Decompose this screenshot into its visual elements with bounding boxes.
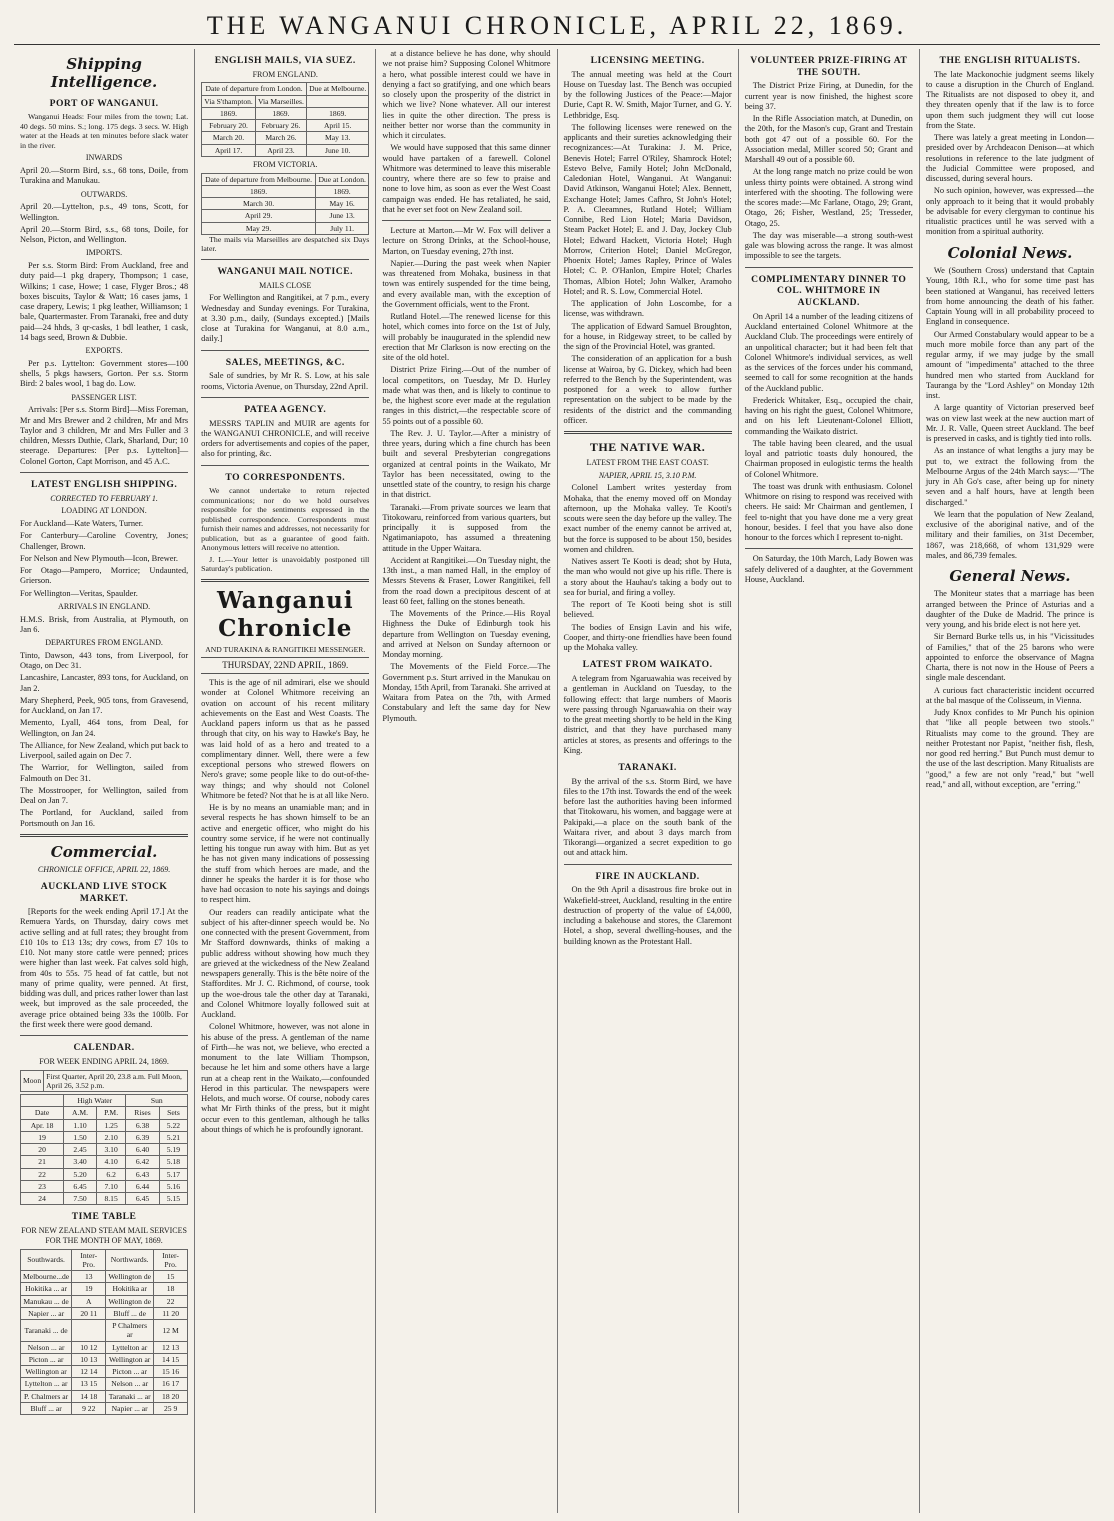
sales-text: Sale of sundries, by Mr R. S. Low, at his sale rooms, Victoria Avenue, on Thursday, 22nd April.	[201, 371, 370, 391]
prize-heading: VOLUNTEER PRIZE-FIRING AT THE SOUTH.	[750, 55, 908, 78]
time-table-cell: Nelson ... ar	[106, 1378, 154, 1390]
outwards-entry: April 20.—Lyttelton, p.s., 49 tons, Scott, for Wellington.	[20, 202, 189, 222]
calendar-heading: CALENDAR.	[73, 1042, 135, 1054]
calendar-cell: 2.45	[64, 1144, 97, 1156]
prize-paragraph: At the long range match no prize could be won unless thirty points were obtained. A strong wind interfered with the shooting. The following were the scores made:—Mc Farlane, Otago, 29; Grant, Otago, 26; Fisher, Westland, 25; Tresseder, Otago, 25.	[744, 167, 913, 228]
imports-heading: IMPORTS.	[85, 248, 123, 258]
calendar-cell: 1.50	[64, 1131, 97, 1143]
calendar-cell: 6.43	[126, 1168, 159, 1180]
masthead: THE WANGANUI CHRONICLE, APRIL 22, 1869.	[14, 8, 1100, 45]
divider	[564, 431, 732, 434]
victoria-cell: 1869.	[202, 185, 316, 197]
victoria-cell: Due at London.	[315, 173, 368, 185]
waikato-heading: LATEST FROM WAIKATO.	[582, 659, 713, 671]
war-dateline: NAPIER, APRIL 15, 3.10 P.M.	[598, 470, 697, 480]
time-table-cell: Lyttelton ... ar	[21, 1378, 72, 1390]
calendar-table	[20, 1094, 188, 1205]
divider	[20, 834, 188, 837]
calendar-cell: 6.39	[126, 1131, 159, 1143]
mails-subcol: Via S'thampton.	[202, 95, 256, 107]
time-table-cell: Nelson ... ar	[21, 1341, 72, 1353]
licensing-paragraph: The application of Edward Samuel Broughton, for a house, in Ridgeway street, to be called by the sign of the Provincial Hotel, was granted.	[563, 321, 732, 352]
divider	[201, 465, 369, 466]
time-col: Southwards.	[21, 1249, 72, 1271]
time-table-cell: 16 17	[154, 1378, 188, 1390]
time-table-cell: 10 12	[72, 1341, 106, 1353]
time-table-cell: Taranaki ... ar	[106, 1390, 154, 1402]
taranaki-heading: TARANAKI.	[618, 762, 677, 774]
dinner-heading: COMPLIMENTARY DINNER TO COL. WHITMORE IN AUCKLAND.	[751, 273, 907, 309]
time-table-cell: Wellington de	[106, 1271, 154, 1283]
time-table-cell: 20 11	[72, 1307, 106, 1319]
licensing-paragraph: The consideration of an application for a bush license at Wairoa, by G. Dickey, which had been referred to the Bench by the Superintendent, was postponed for a week to allow further representation on the subject to be made by the residents of the district and the commanding officer.	[563, 354, 732, 425]
moon-label: Moon	[21, 1070, 44, 1092]
departures-entry: The Portland, for Auckland, sailed from Portsmouth on Jan 16.	[20, 808, 189, 828]
calendar-cell: 24	[21, 1193, 64, 1205]
time-table-cell: 13 15	[72, 1378, 106, 1390]
war-subheading: LATEST FROM THE EAST COAST.	[586, 457, 709, 467]
divider	[201, 579, 369, 582]
fire-text: On the 9th April a disastrous fire broke out in Wakefield-street, Auckland, resulting in the entire destruction of property of the value of £4,000, including a bakehouse and stores, the Claremont Hotel, a shop, several dwelling-houses, and the building known as the Protestant Hall.	[563, 885, 732, 946]
departures-entry: The Alliance, for New Zealand, which put back to Liverpool, sailed again on Dec 7.	[20, 740, 189, 760]
local-note: Napier.—During the past week when Napier was threatened from Mohaka, business in that town was entirely suspended for the time being, and every available man, with the exception of the Government officials, went to the Front.	[382, 258, 551, 309]
cal-spacer	[21, 1095, 64, 1107]
column-6	[920, 49, 1100, 1513]
loading-entry: For Auckland—Kate Waters, Turner.	[20, 519, 144, 528]
licensing-paragraph: The annual meeting was held at the Court House on Tuesday last. The Bench was occupied by the following Justices of the Peace:—Major Durie, Capt R. W. Smith, Major Turner, and G. Y. Lethbridge, Esq.	[563, 69, 732, 120]
loading-entry: For Canterbury—Caroline Coventry, Jones; Challenger, Brown.	[20, 531, 189, 551]
divider	[745, 548, 913, 549]
calendar-cell: 5.16	[159, 1180, 187, 1192]
time-col: Northwards.	[106, 1249, 154, 1271]
calendar-cell: 3.40	[64, 1156, 97, 1168]
divider	[20, 1035, 188, 1036]
mails-cell: March 20.	[202, 132, 256, 144]
outwards-heading: OUTWARDS.	[80, 189, 128, 199]
local-note: The Movements of the Prince.—His Royal Highness the Duke of Edinburgh took his departure from Wellington on Tuesday evening, and arrived at Nelson on Sunday afternoon or Monday morning.	[382, 609, 551, 659]
ritualists-paragraph: No such opinion, however, was expressed—the only approach to it being that it would probably be advisable for every clergyman to continue his ritualistic practices until he was served with a monition from a spiritual authority.	[925, 186, 1095, 237]
calendar-cell: 23	[21, 1180, 64, 1192]
calendar-cell: 8.15	[96, 1193, 125, 1205]
colonial-paragraph: A large quantity of Victorian preserved beef was on view last week at the new auction mart of Mr. J. R. Valle, Queen street Auckland. The beef is preserved in casks, and is tightly tied into rolls.	[925, 403, 1095, 443]
victoria-cell: 1869.	[315, 185, 368, 197]
dinner-paragraph: On April 14 a number of the leading citizens of Auckland entertained Colonel Whitmore at the Auckland Club. The proceedings were entirely of an unpolitical character; but it had been felt that Colonel Whitmore's individual services, as well as the services of the forces under his command, seemed to call for some recognition at the hands of the Auckland public.	[744, 311, 913, 393]
victoria-row	[202, 210, 369, 222]
time-table-cell: 25 9	[154, 1402, 188, 1414]
loading-entry: For Nelson and New Plymouth—Icon, Brewer.	[20, 553, 178, 563]
cal-group-high-water: High Water	[64, 1095, 126, 1107]
time-table-cell: 11 20	[154, 1307, 188, 1319]
calendar-cell: 5.19	[159, 1144, 187, 1156]
time-table-cell: Napier ... ar	[21, 1307, 72, 1319]
paper-title: Wanganui Chronicle	[216, 586, 354, 642]
dinner-paragraph: The table having been cleared, and the usual loyal and patriotic toasts duly honoured, the Chairman proposed in eulogistic terms the health of Colonel Whitmore.	[744, 438, 913, 479]
victoria-sub: FROM VICTORIA.	[252, 159, 318, 169]
time-table-cell: 18	[154, 1283, 188, 1295]
general-paragraph: A curious fact characteristic incident occurred at the bal masque of the Colisseum, in Vienna.	[925, 685, 1095, 705]
time-table-row	[21, 1378, 188, 1390]
calendar-cell: 5.21	[159, 1131, 187, 1143]
calendar-row	[21, 1180, 188, 1192]
time-col: Inter-Pro.	[154, 1249, 188, 1271]
time-table-cell: Bluff ... de	[106, 1307, 154, 1319]
colonial-paragraph: We (Southern Cross) understand that Captain Young, 18th R.I., who for some time past has been stationed at Wanganui, has received letters from home announcing the death of his father. Captain Young will in all probability proceed to England in consequence.	[925, 266, 1095, 327]
commercial-office: CHRONICLE OFFICE, APRIL 22, 1869.	[37, 865, 171, 875]
time-table-cell: Manukau ... de	[21, 1295, 72, 1307]
mails-heading: ENGLISH MAILS, VIA SUEZ.	[214, 55, 356, 66]
divider	[564, 864, 732, 865]
prize-paragraph: In the Rifle Association match, at Dunedin, on the 20th, for the Mason's cup, Grant and Trestain both got 47 out of a possible 60. For the Association medal, Miller scored 50; Grant and Marshall 49 out of a possible 60.	[744, 114, 913, 165]
mails-row	[202, 107, 369, 119]
waikato-text: A telegram from Ngaruawahia was received by a gentleman in Auckland on Tuesday, to the following effect: that large numbers of Maoris were passing through Ngaruawahia on their way to the great meeting shortly to be held in the King district, and that they have purchased many articles at stores, as presents and offerings to the King.	[563, 674, 732, 755]
colonial-paragraph: As an instance of what lengths a jury may be put to, we extract the following from the Melbourne Argus of the 24th March says:—"The jury in Ah Go's case, after being up for ninety seven and a half hours, have at length been discharged."	[925, 446, 1095, 507]
mails-note: The mails via Marseilles are despatched six Days later.	[201, 234, 370, 254]
time-table-cell: 12 13	[154, 1341, 188, 1353]
cal-header: A.M.	[64, 1107, 97, 1119]
calendar-cell: 7.50	[64, 1193, 97, 1205]
departures-entry: Mary Shepherd, Peek, 905 tons, from Gravesend, for Auckland, on Jan 17.	[20, 695, 189, 715]
mails-sub: FROM ENGLAND.	[252, 69, 318, 79]
time-table	[20, 1249, 188, 1416]
time-table-cell: 13	[72, 1271, 106, 1283]
ritualists-paragraph: There was lately a great meeting in London—presided over by Archdeacon Denison—at which resolutions in reference to the late judgment of the Judicial Committee were proposed, and discussed, during several hours.	[925, 133, 1095, 184]
mails-subcol	[306, 95, 368, 107]
time-table-cell	[72, 1320, 106, 1342]
time-table-cell: Picton ... ar	[21, 1353, 72, 1365]
taranaki-text: By the arrival of the s.s. Storm Bird, we have files to the 17th inst. Towards the end of the week before last the authorities having been informed that Titokowaru, his women, and baggage were at Pakipaki,—a place on the south bank of the Waitara river, and about 3 days march from Tikorangi—organized a secret expedition to go out and attack him.	[563, 776, 732, 858]
mails-row	[202, 132, 369, 144]
time-table-cell: 22	[154, 1295, 188, 1307]
columns	[14, 49, 1100, 1513]
time-table-cell: Hokitika ar	[106, 1283, 154, 1295]
dinner-paragraph: Frederick Whitaker, Esq., occupied the chair, having on his right the guest, Colonel Whitmore, and on his left Lieutenant-Colonel Elliott, commanding the Waikato district.	[744, 395, 913, 436]
mails-cell: February 26.	[255, 120, 306, 132]
victoria-row	[202, 198, 369, 210]
calendar-cell: 1.10	[64, 1119, 97, 1131]
prize-paragraph: The District Prize Firing, at Dunedin, for the current year is now finished, the highest score being 37.	[744, 81, 913, 111]
war-paragraph: Natives assert Te Kooti is dead; shot by Huta, the man who would not give up his rifle. There is a story about the Hauhau's taking a body out to sea for burial, and firing a volley.	[563, 557, 732, 597]
victoria-cell: April 29.	[202, 210, 316, 222]
calendar-cell: 5.22	[159, 1119, 187, 1131]
time-table-cell: 14 15	[154, 1353, 188, 1365]
local-note: Rutland Hotel.—The renewed license for this hotel, which comes into force on the 1st of July, will probably be inaugurated in the splendid new erection that Mr Clarkson is now erecting on the site of the old hotel.	[382, 312, 551, 362]
paper-subtitle: AND TURAKINA & RANGITIKEI MESSENGER.	[205, 644, 366, 654]
victoria-cell: May 16.	[315, 198, 368, 210]
mails-row	[202, 120, 369, 132]
victoria-cell: June 13.	[315, 210, 368, 222]
time-table-cell: 10 13	[72, 1353, 106, 1365]
time-table-cell: A	[72, 1295, 106, 1307]
time-table-cell: 12 M	[154, 1320, 188, 1342]
calendar-body	[21, 1119, 188, 1205]
time-table-cell: 14 18	[72, 1390, 106, 1402]
victoria-row	[202, 222, 369, 234]
mails-row	[202, 144, 369, 156]
time-table-row	[21, 1402, 188, 1414]
calendar-row	[21, 1119, 188, 1131]
market-heading: AUCKLAND LIVE STOCK MARKET.	[40, 880, 168, 904]
time-table-cell: P Chalmers ar	[106, 1320, 154, 1342]
correspondents-text: We cannot undertake to return rejected communications; nor do we hold ourselves responsible for the sentiments expressed in the published correspondence. Correspondents must furnish their names and addresses, not necessarily for publication, but as a guarantee of good faith. Anonymous letters will receive no attention.	[201, 486, 370, 553]
victoria-cell: March 30.	[202, 198, 316, 210]
column-1	[14, 49, 195, 1513]
mails-body	[202, 107, 369, 156]
mails-cell: March 26.	[255, 132, 306, 144]
divider	[201, 350, 369, 351]
shipping-title: Shipping Intelligence.	[50, 55, 158, 92]
time-table-cell: P. Chalmers ar	[21, 1390, 72, 1402]
victoria-row	[202, 173, 369, 185]
local-note: The Rev. J. U. Taylor.—After a ministry of three years, during which a fine church has been built and several Presbyterian congregations organized at central points in the Waikato, Mr Taylor has been necessitated, owing to the unsettled state of the country, to resign his charge in that district.	[382, 428, 551, 500]
time-table-cell: 9 22	[72, 1402, 106, 1414]
divider	[201, 259, 369, 260]
calendar-cell: 20	[21, 1144, 64, 1156]
divider	[201, 397, 369, 398]
divider	[745, 267, 913, 268]
column-5	[739, 49, 920, 1513]
local-note: Accident at Rangitikei.—On Tuesday night, the 13th inst., a man named Hall, in the employ of Messrs Stevens & Fraser, Lower Rangitikei, fell from the road down a precipitous descent of at least 60 feet, falling on the stones beneath.	[382, 555, 551, 606]
colonial-paragraph: We learn that the population of New Zealand, exclusive of the aboriginal native, and of the military and their families, on 31st December, 1867, was 218,668, of whom 131,929 were males, and 86,739 females.	[925, 509, 1095, 560]
local-note: The Movements of the Field Force.—The Government p.s. Sturt arrived in the Manukau on Monday, 15th April, from Taranaki. She arrived at Waitara from Patea on the 7th, with Armed Constabulary and left the same day for New Plymouth.	[382, 662, 551, 723]
latest-corrected: CORRECTED TO FEBRUARY 1.	[50, 493, 158, 503]
departures-entry: The Warrior, for Wellington, sailed from Falmouth on Dec 31.	[20, 763, 189, 783]
mails-subcol: Via Marseilles.	[255, 95, 306, 107]
victoria-cell: July 11.	[315, 222, 368, 234]
calendar-cell: 1.25	[96, 1119, 125, 1131]
editorial-continued: at a distance believe he has done, why should we not praise him? Supposing Colonel Whitmore a hero, what possible interest could we have in denying a fact so gratifying, and one which bears so closely upon the prosperity of the district in which we live? None whatever. All our interest lies in quite the other direction. The press is neither better nor worse than the community in which it circulates.	[382, 49, 551, 140]
time-table-row	[21, 1295, 188, 1307]
calendar-cell: Apr. 18	[21, 1119, 64, 1131]
passenger-text: Arrivals: [Per s.s. Storm Bird]—Miss Foreman, Mr and Mrs Brewer and 2 children, Mr and Mrs Taylor and 3 children, Mr and Mrs Fuller and 3 children, Messrs Duthie, Clark, Sharland, Dur; 10 steerage. Departures: [Per p.s. Lyttelton]—Colonel Gorton, Capt Morrison, and 45 A.C.	[20, 405, 189, 466]
calendar-week: FOR WEEK ENDING APRIL 24, 1869.	[39, 1056, 169, 1066]
cal-header: P.M.	[96, 1107, 125, 1119]
calendar-row	[21, 1144, 188, 1156]
calendar-cell: 6.45	[126, 1193, 159, 1205]
cal-header: Rises	[126, 1107, 159, 1119]
general-title: General News.	[949, 567, 1071, 585]
mails-col: Date of departure from London.	[202, 83, 307, 95]
calendar-cell: 6.45	[64, 1180, 97, 1192]
time-table-sub: FOR NEW ZEALAND STEAM MAIL SERVICES FOR THE MONTH OF MAY, 1869.	[21, 1226, 187, 1245]
war-paragraph: The bodies of Ensign Lavin and his wife, Cooper, and thirty-one friendlies have been found up the Mohaka valley.	[563, 622, 732, 653]
inwards-entry: April 20.—Storm Bird, s.s., 68 tons, Doile, from Turakina and Manukau.	[20, 166, 189, 186]
correspondents-heading: TO CORRESPONDENTS.	[225, 471, 346, 483]
ritualists-heading: THE ENGLISH RITUALISTS.	[939, 55, 1081, 66]
time-table-cell: 15	[154, 1271, 188, 1283]
time-table-cell: Bluff ... ar	[21, 1402, 72, 1414]
victoria-cell: Date of departure from Melbourne.	[202, 173, 316, 185]
patea-heading: PATEA AGENCY.	[244, 403, 327, 415]
general-paragraph: Sir Bernard Burke tells us, in his "Vicissitudes of Families," that of the 25 barons who were appointed to enforce the observance of Magna Charta, there is not now in the House of Peers a single male descendant.	[925, 632, 1095, 683]
departures-entry: Tinto, Dawson, 443 tons, from Liverpool, for Otago, on Dec 31.	[20, 650, 189, 670]
notice-text: For Wellington and Rangitikei, at 7 p.m., every Wednesday and Sunday evenings. For Turakina, at 3.30 p.m., daily, (Sundays excepted.) [Mails close at Turakina for Wanganui, at 8.0 a.m., daily.]	[201, 293, 370, 344]
calendar-cell: 22	[21, 1168, 64, 1180]
victoria-row	[202, 185, 369, 197]
sales-heading: SALES, MEETINGS, &C.	[225, 356, 345, 368]
mails-col: Due at Melbourne.	[306, 83, 368, 95]
market-text: [Reports for the week ending April 17.] At the Remuera Yards, on Thursday, dairy cows met active selling and at full rates; they brought from £10 10s to £13 13s; dry cows, from £7 10s to £10. Not many store cattle were penned; prices were higher than last week. Fat calves sold high, from 40s to 55s. 75 head of fat cattle, but not many of prime quality, were penned. At first, bidding was dull, and prices rather lower than last week, but improved as the sale proceeded, the average price obtained being 33s the 100lb. For the first week there were good demand.	[20, 907, 189, 1029]
departures-entry: The Mosstrooper, for Wellington, sailed from Deal on Jan 7.	[20, 785, 189, 805]
divider	[20, 472, 188, 473]
calendar-cell: 21	[21, 1156, 64, 1168]
dinner-paragraph: On Saturday, the 10th March, Lady Bowen was safely delivered of a daughter, at the Government House, Auckland.	[744, 554, 913, 584]
licensing-paragraph: The application of John Loscombe, for a license, was withdrawn.	[563, 299, 732, 319]
exports-heading: EXPORTS.	[85, 346, 123, 356]
time-table-row	[21, 1320, 188, 1342]
time-table-cell: Picton ... ar	[106, 1366, 154, 1378]
war-paragraph: The report of Te Kooti being shot is still believed.	[563, 600, 732, 620]
colonial-paragraph: Our Armed Constabulary would appear to be a much more mobile force than any part of the regular army, if we may judge by the small amount of "impedimenta" attached to the three hundred men who started from Auckland for Tauranga by the "Lord Ashley" on Monday 12th inst.	[925, 329, 1095, 400]
cal-group-sun: Sun	[126, 1095, 188, 1107]
local-note: District Prize Firing.—Out of the number of local competitors, on Tuesday, Mr D. Hurley made what was then, and is likely to continue to be, the highest score ever made at the regulation ranges in this district,—the respectable score of 55 points out of a possible 60.	[382, 365, 551, 426]
calendar-row	[21, 1156, 188, 1168]
port-text: Wanganui Heads: Four miles from the town; Lat. 40 degs. 50 mins. S.; long. 175 degs. 3 secs. W. High water at the Heads at ten minutes before slack water in the river.	[20, 112, 189, 150]
patea-text: MESSRS TAPLIN and MUIR are agents for the WANGANUI CHRONICLE, and will receive orders for advertisements and copies of the paper, also for printing, &c.	[201, 418, 370, 459]
licensing-paragraph: The following licenses were renewed on the applicants and their sureties acknowledging their recognizances:—At Turakina: J. M. Price, Benevis Hotel; Farrel O'Riley, Shamrock Hotel; Estevo Belve, Family Hotel; John McDonald, Caledonian Hotel, Wanganui. At Wanganui: David Atkinson, Wanganui Hotel; Alex. Bennett, Exchange Hotel; James Cafhro, St John's Hotel; P. A. Cleeamnes, Rutland Hotel; William Connibe, Red Lion Hotel; Maria Davidson, Steam Packet Hotel; E. and J. Day, Jockey Club Hotel; Edward Hackett, Victoria Hotel; Hugh Morrow, Criterion Hotel; Daniel McGregor, Phoenix Hotel; James Rapley, Prince of Wales Hotel; C. P. O'Hanlon, Empire Hotel; Charles Thomas, Albion Hotel; John Walker, Aramoho Hotel; and R. S. Low, Commercial Hotel.	[563, 122, 732, 296]
time-table-row	[21, 1390, 188, 1402]
time-table-cell: 15 16	[154, 1366, 188, 1378]
calendar-cell: 6.2	[96, 1168, 125, 1180]
time-table-heading: TIME TABLE	[71, 1211, 137, 1223]
exports-text: Per p.s. Lyttelton: Government stores—100 shells, 5 pkgs hawsers, Gorton. Per s.s. Storm Bird: 2 bales wool, 1 bag do. Low.	[20, 358, 189, 389]
prize-paragraph: The day was miserable—a strong south-west gale was blowing across the range. It was almost impossible to see the targets.	[744, 230, 913, 261]
moon-text: First Quarter, April 20, 23.8 a.m. Full Moon, April 26, 3.52 p.m.	[44, 1070, 188, 1092]
victoria-body	[202, 173, 369, 234]
passenger-heading: PASSENGER LIST.	[71, 392, 137, 402]
cal-header: Sets	[159, 1107, 187, 1119]
mails-cell: 1869.	[306, 107, 368, 119]
time-table-row	[21, 1271, 188, 1283]
local-note: Taranaki.—From private sources we learn that Titokowaru, reinforced from various quarters, but principally it is supposed from the Ngatimaniapoto, has assumed a threatening attitude in the Upper Waitara.	[382, 502, 551, 553]
arrivals-entry: H.M.S. Brisk, from Australia, at Plymouth, on Jan 6.	[20, 614, 189, 634]
fire-heading: FIRE IN AUCKLAND.	[595, 870, 700, 882]
calendar-cell: 5.20	[64, 1168, 97, 1180]
time-table-cell: Melbourne...de	[21, 1271, 72, 1283]
notice-sub: MAILS CLOSE	[259, 280, 312, 290]
mails-cell: April 15.	[306, 120, 368, 132]
time-table-cell: 18 20	[154, 1390, 188, 1402]
calendar-cell: 5.17	[159, 1168, 187, 1180]
time-table-row	[21, 1307, 188, 1319]
departures-heading: DEPARTURES FROM ENGLAND.	[45, 638, 163, 647]
general-paragraph: The Moniteur states that a marriage has been arranged between the Prince of Asturias and a daughter of the Duke de Madrid. The prince is very young, and his bride elect is not here yet.	[925, 589, 1095, 630]
time-table-cell: Lyttelton ar	[106, 1341, 154, 1353]
victoria-table	[201, 173, 369, 235]
war-paragraph: Colonel Lambert writes yesterday from Mohaka, that the enemy moved off on Monday afternoon, up the Mohaka valley. Te Kooti's scouts were seen the day before up the valley. The exact number of the enemy cannot be arrived at, but the force is supposed to be about 150, besides women and children.	[563, 483, 732, 554]
licensing-heading: LICENSING MEETING.	[590, 55, 705, 66]
time-table-cell: Hokitika ... ar	[21, 1283, 72, 1295]
calendar-cell: 4.10	[96, 1156, 125, 1168]
calendar-cell: 6.42	[126, 1156, 159, 1168]
arrivals-heading: ARRIVALS IN ENGLAND.	[58, 601, 151, 611]
outwards-entry: April 20.—Storm Bird, s.s., 68 tons, Doile, for Nelson, Picton, and Wellington.	[20, 224, 189, 245]
mails-cell: February 20.	[202, 120, 256, 132]
editorial-paragraph: Our readers can readily anticipate what the subject of his after-dinner speech would be. No one connected with the present Government, from Mr Stafford downwards, thinks of making a public address without showing how much they are grieved at the wickedness of the New Zealand newspapers generally. This is the bête noire of the Staffordites. Mr J. C. Richmond, of course, took up the woe-drous tale the other day at Taranaki, and Colonel Whitmore loyally followed suit at Auckland.	[201, 907, 370, 1020]
calendar-cell: 6.40	[126, 1144, 159, 1156]
mails-table	[201, 82, 369, 157]
mails-cell: April 17.	[202, 144, 256, 156]
editorial-continued: We would have supposed that this same dinner would have partaken of a farewell. Colonel Whitmore was determined to leave this miserable country, where there are so few to praise and none to love him, as soon as ever the West Coast campaign was ended. He has retaliated, he said, that he ever set foot on New Zealand soil.	[382, 143, 551, 214]
port-heading: PORT OF WANGANUI.	[49, 97, 159, 109]
loading-entry: For Otago—Pampero, Morrice; Undaunted, Grierson.	[20, 566, 189, 586]
calendar-row	[21, 1168, 188, 1180]
calendar-row	[21, 1131, 188, 1143]
mails-cell: April 23.	[255, 144, 306, 156]
time-table-row	[21, 1353, 188, 1365]
notice-heading: WANGANUI MAIL NOTICE.	[217, 265, 353, 277]
paper-date: THURSDAY, 22ND APRIL, 1869.	[201, 657, 369, 674]
calendar-cell: 6.44	[126, 1180, 159, 1192]
calendar-row	[21, 1193, 188, 1205]
dinner-paragraph: The toast was drunk with enthusiasm. Colonel Whitmore on rising to respond was received with cheers. He said: Mr Chairman and gentlemen, I feel to-night that you have done me a very great honour, besides. I feel that you have also done honour to the forces which I represent to-night.	[744, 481, 913, 543]
time-col: Inter-Pro.	[72, 1249, 106, 1271]
ritualists-paragraph: The late Mackonochie judgment seems likely to cause a disruption in the Church of England. The Ritualists are not disposed to obey it, and they threaten openly that if the law is to force upon them such judgment they will cut loose from the State.	[925, 69, 1095, 130]
time-table-row	[21, 1341, 188, 1353]
war-heading: THE NATIVE WAR.	[589, 440, 706, 455]
local-note: Lecture at Marton.—Mr W. Fox will deliver a lecture on Strong Drinks, at the School-house, Marton, on Tuesday evening, 27th inst.	[382, 226, 551, 256]
calendar-cell: 2.10	[96, 1131, 125, 1143]
time-table-cell: Wellington ar	[21, 1366, 72, 1378]
editorial-paragraph: This is the age of nil admirari, else we should wonder at Colonel Whitmore receiving an ovation on account of his recent military achievements on the East and West Coasts. The Auckland papers inform us that as he passed through that city, on his way to Hawke's Bay, he was laid hold of as a hero and treated to a complimentary dinner. Well, there were a few exceptional persons who strewed flowers on Nero's grave; some people like to do out-of-the-way things; and why should not Colonel Whitmore be feted? Not that he is at all like Nero.	[201, 678, 370, 800]
moon-table	[20, 1070, 188, 1093]
mails-cell: 1869.	[255, 107, 306, 119]
calendar-cell: 3.10	[96, 1144, 125, 1156]
victoria-cell: May 29.	[202, 222, 316, 234]
mails-cell: June 10.	[306, 144, 368, 156]
mails-cell: May 13.	[306, 132, 368, 144]
column-3	[376, 49, 557, 1513]
loading-entry: For Wellington—Veritas, Spaulder.	[20, 588, 138, 598]
time-table-cell: 19	[72, 1283, 106, 1295]
commercial-title: Commercial.	[50, 842, 158, 861]
divider	[382, 220, 550, 221]
time-table-cell: Taranaki ... de	[21, 1320, 72, 1342]
time-table-body	[21, 1271, 188, 1415]
departures-entry: Lancashire, Lancaster, 893 tons, for Auckland, on Jan 2.	[20, 673, 189, 693]
correspondents-note: J. L.—Your letter is unavoidably postponed till Saturday's publication.	[201, 554, 370, 574]
column-4	[558, 49, 739, 1513]
time-table-row	[21, 1283, 188, 1295]
mails-cell: 1869.	[202, 107, 256, 119]
time-table-cell: Wellington ar	[106, 1353, 154, 1365]
time-table-row	[21, 1366, 188, 1378]
editorial-paragraph: Colonel Whitmore, however, was not alone in his abuse of the press. A gentleman of the name of Firth—he was not, we believe, who erected a monument to the late William Thompson, because he let him and some others have a large run at a cheap rent in the Waikato,—confounded Herod in this particular. The newspapers were Helots, and much worse. Of course, nobody cares what Mr Firth thinks of the press, but it might occur even to this gentleman, although he talks about things of which he is profoundly ignorant.	[201, 1022, 370, 1134]
calendar-cell: 19	[21, 1131, 64, 1143]
departures-entry: Memento, Lyall, 464 tons, from Deal, for Wellington, on Jan 24.	[20, 718, 189, 738]
calendar-cell: 5.18	[159, 1156, 187, 1168]
column-2	[195, 49, 376, 1513]
calendar-cell: 6.38	[126, 1119, 159, 1131]
calendar-cell: 5.15	[159, 1193, 187, 1205]
colonial-title: Colonial News.	[947, 243, 1073, 262]
general-paragraph: Judy Knox confides to Mr Punch his opinion that "like all people between two stools." Ritualists may come to the ground. They are neither Protestant nor Papist, "neither fish, flesh, nor good red herring." But Punch must demur to the use of the last description. Many Ritualists are "good," a few are not only "read," but "well read," and all, without exception, are "erring."	[925, 708, 1095, 789]
editorial-paragraph: He is by no means an unamiable man; and in several respects he has shown himself to be an active and energetic officer, who might do his country some service, if he were not continually letting his tongue run away with him. But as yet he has not given many indications of possessing the stuff from which heroes are made, and the dinner he speaks the harder it is for those who have had occasion to note his sayings and doings to respect him.	[201, 803, 370, 905]
time-table-cell: 12 14	[72, 1366, 106, 1378]
imports-text: Per s.s. Storm Bird: From Auckland, free and duty paid—1 pkg drapery, Thompson; 1 case, Wilkins; 1 case, Howe; 1 case, Flyger Bros.; 48 boxes biscuits, Taylor & Watt; 16 cases jams, 1 case drapery, Lewis; 1 pkg leather, Williamson; 1 bale, Quartermaster. From Taranaki, free and duty paid—24 hhds, 3 qr-casks, 1 bdl leather, 1 cask, 14 bags seed, Brown & Dubbie.	[20, 261, 189, 342]
cal-header: Date	[21, 1107, 64, 1119]
time-table-cell: Wellington de	[106, 1295, 154, 1307]
time-table-cell: Napier ... ar	[106, 1402, 154, 1414]
calendar-cell: 7.10	[96, 1180, 125, 1192]
loading-heading: LOADING AT LONDON.	[61, 506, 147, 516]
inwards-heading: INWARDS	[85, 153, 123, 163]
latest-shipping-heading: LATEST ENGLISH SHIPPING.	[30, 478, 178, 490]
